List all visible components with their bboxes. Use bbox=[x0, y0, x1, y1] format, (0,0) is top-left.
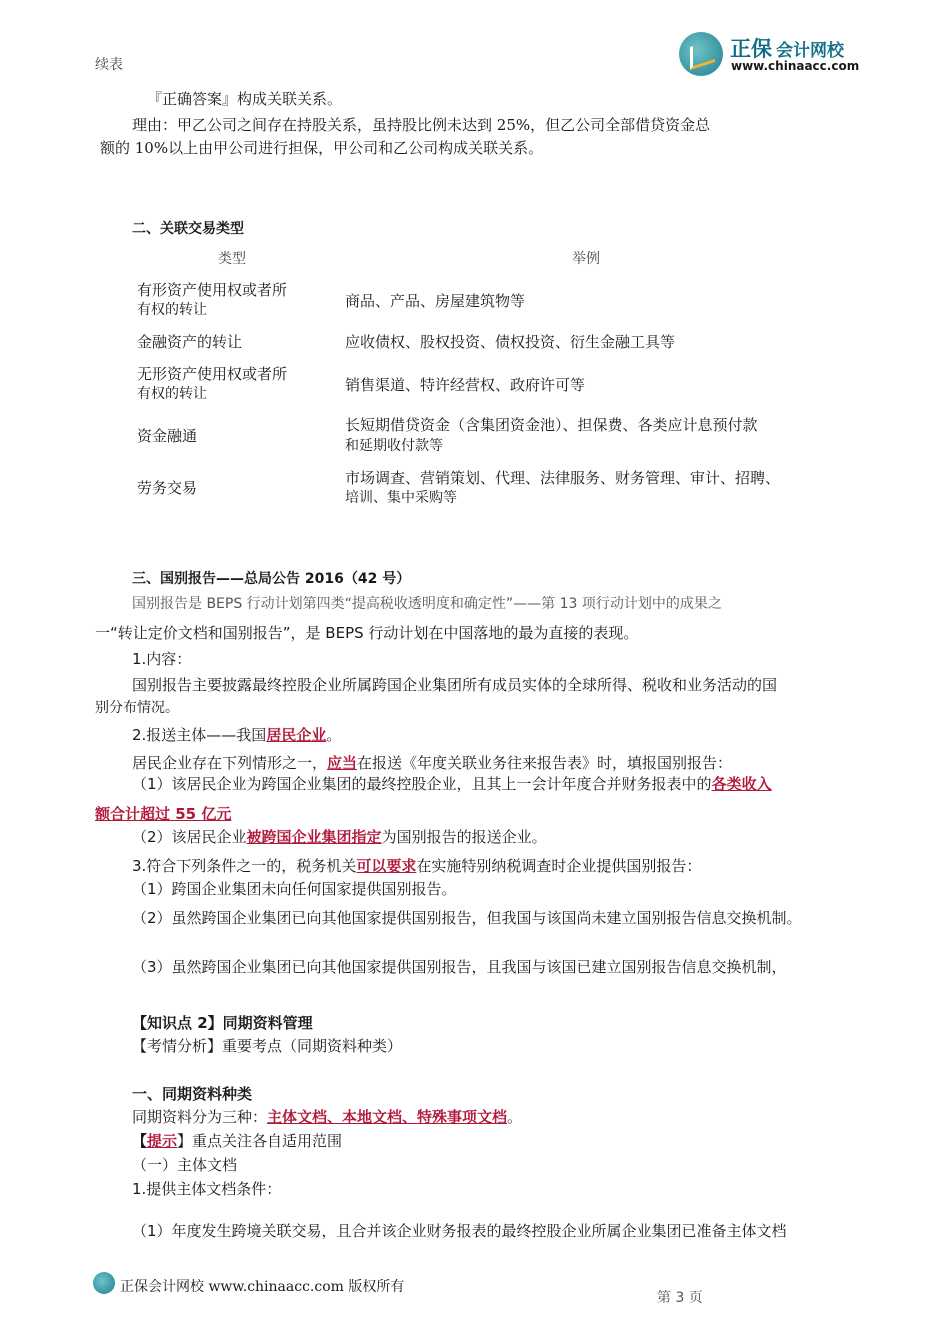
reason-line-2: 额的 10%以上由甲公司进行担保，甲公司和乙公司构成关联关系。 bbox=[100, 139, 544, 157]
exam-analysis: 【考情分析】重要考点（同期资料种类） bbox=[132, 1037, 403, 1055]
table-header-example: 举例 bbox=[572, 251, 600, 267]
knowledge-point-title: 【知识点 2】同期资料管理 bbox=[132, 1014, 313, 1032]
highlight-document-types: 主体文档、本地文档、特殊事项文档 bbox=[267, 1108, 508, 1126]
table-row-example: 应收债权、股权投资、债权投资、衍生金融工具等 bbox=[345, 333, 676, 351]
logo-title: 正保 bbox=[730, 37, 772, 61]
tip-line: 【提示】重点关注各自适用范围 bbox=[132, 1132, 343, 1150]
content-line-cut: 别分布情况。 bbox=[95, 700, 179, 716]
table-row-type-cont: 有权的转让 bbox=[137, 302, 207, 318]
section-heading-country-report: 三、国别报告——总局公告 2016（42 号） bbox=[132, 571, 411, 587]
reporting-condition: 居民企业存在下列情形之一，应当在报送《年度关联业务往来报告表》时，填报国别报告： bbox=[132, 754, 733, 772]
footer-logo-icon bbox=[93, 1272, 115, 1294]
table-row-type-cont: 有权的转让 bbox=[137, 386, 207, 402]
table-row-example: 商品、产品、房屋建筑物等 bbox=[345, 292, 526, 310]
logo-subtitle: 会计网校 bbox=[776, 41, 844, 61]
intro-line: 一“转让定价文档和国别报告”，是 BEPS 行动计划在中国落地的最为直接的表现。 bbox=[95, 624, 639, 642]
highlight-may-require: 可以要求 bbox=[356, 857, 417, 875]
reporting-subject: 2.报送主体——我国居民企业。 bbox=[132, 726, 342, 744]
condition-1-cont-cut: 额合计超过 55 亿元 bbox=[95, 805, 232, 823]
content-line: 国别报告主要披露最终控股企业所属跨国企业集团所有成员实体的全球所得、税收和业务活动的国 bbox=[132, 676, 778, 694]
main-document-condition-title: 1.提供主体文档条件： bbox=[132, 1180, 282, 1198]
table-row-example-cont: 和延期收付款等 bbox=[345, 438, 443, 454]
requirement-line: 3.符合下列条件之一的，税务机关可以要求在实施特别纳税调查时企业提供国别报告： bbox=[132, 857, 702, 875]
table-row-type: 劳务交易 bbox=[137, 479, 198, 497]
condition-2-cut: （2）该居民企业被跨国企业集团指定为国别报告的报送企业。 bbox=[132, 828, 547, 846]
highlight-tip: 提示 bbox=[147, 1132, 178, 1150]
section-heading-transaction-types: 二、关联交易类型 bbox=[132, 221, 244, 237]
main-document-condition-1-cut: （1）年度发生跨境关联交易，且合并该企业财务报表的最终控股企业所属企业集团已准备主体文档 bbox=[132, 1222, 787, 1240]
reason-line-1: 理由：甲乙公司之间存在持股关系，虽持股比例未达到 25%，但乙公司全部借贷资金总 bbox=[132, 116, 711, 134]
main-document-heading: （一）主体文档 bbox=[132, 1156, 238, 1174]
table-header-type: 类型 bbox=[218, 251, 246, 267]
table-row-example: 长短期借贷资金（含集团资金池）、担保费、各类应计息预付款 bbox=[345, 416, 758, 434]
table-row-type: 无形资产使用权或者所 bbox=[137, 365, 288, 383]
highlight-should: 应当 bbox=[327, 754, 358, 772]
condition-1-cut: （1）该居民企业为跨国企业集团的最终控股企业，且其上一会计年度合并财务报表中的各类收入 bbox=[132, 775, 772, 793]
correct-answer: 『正确答案』构成关联关系。 bbox=[147, 90, 343, 108]
logo-url: www.chinaacc.com bbox=[731, 59, 860, 73]
document-types-line: 同期资料分为三种：主体文档、本地文档、特殊事项文档。 bbox=[132, 1108, 523, 1126]
footer-copyright: 正保会计网校 www.chinaacc.com 版权所有 bbox=[120, 1279, 405, 1295]
page-number-cut: 第 3 页 bbox=[657, 1290, 703, 1306]
requirement-1-cut: （1）跨国企业集团未向任何国家提供国别报告。 bbox=[132, 880, 457, 898]
section-heading-document-types: 一、同期资料种类 bbox=[132, 1085, 253, 1103]
table-row-type: 有形资产使用权或者所 bbox=[137, 281, 288, 299]
top-cut-text: 续表 bbox=[95, 57, 123, 73]
table-row-type: 资金融通 bbox=[137, 427, 198, 445]
table-row-example: 市场调查、营销策划、代理、法律服务、财务管理、审计、招聘、 bbox=[345, 469, 781, 487]
requirement-2: （2）虽然跨国企业集团已向其他国家提供国别报告，但我国与该国尚未建立国别报告信息交换机制。 bbox=[132, 909, 802, 927]
requirement-3-cut: （3）虽然跨国企业集团已向其他国家提供国别报告，且我国与该国已建立国别报告信息交换机制， bbox=[132, 958, 787, 976]
table-row-example-cont: 培训、集中采购等 bbox=[345, 490, 457, 506]
table-row-example: 销售渠道、特许经营权、政府许可等 bbox=[345, 376, 586, 394]
intro-cut-line: 国别报告是 BEPS 行动计划第四类“提高税收透明度和确定性”——第 13 项行动计划中的成果之 bbox=[132, 596, 722, 612]
highlight-resident-enterprise: 居民企业 bbox=[266, 726, 327, 744]
table-row-type: 金融资产的转让 bbox=[137, 333, 243, 351]
content-title: 1.内容： bbox=[132, 650, 192, 668]
